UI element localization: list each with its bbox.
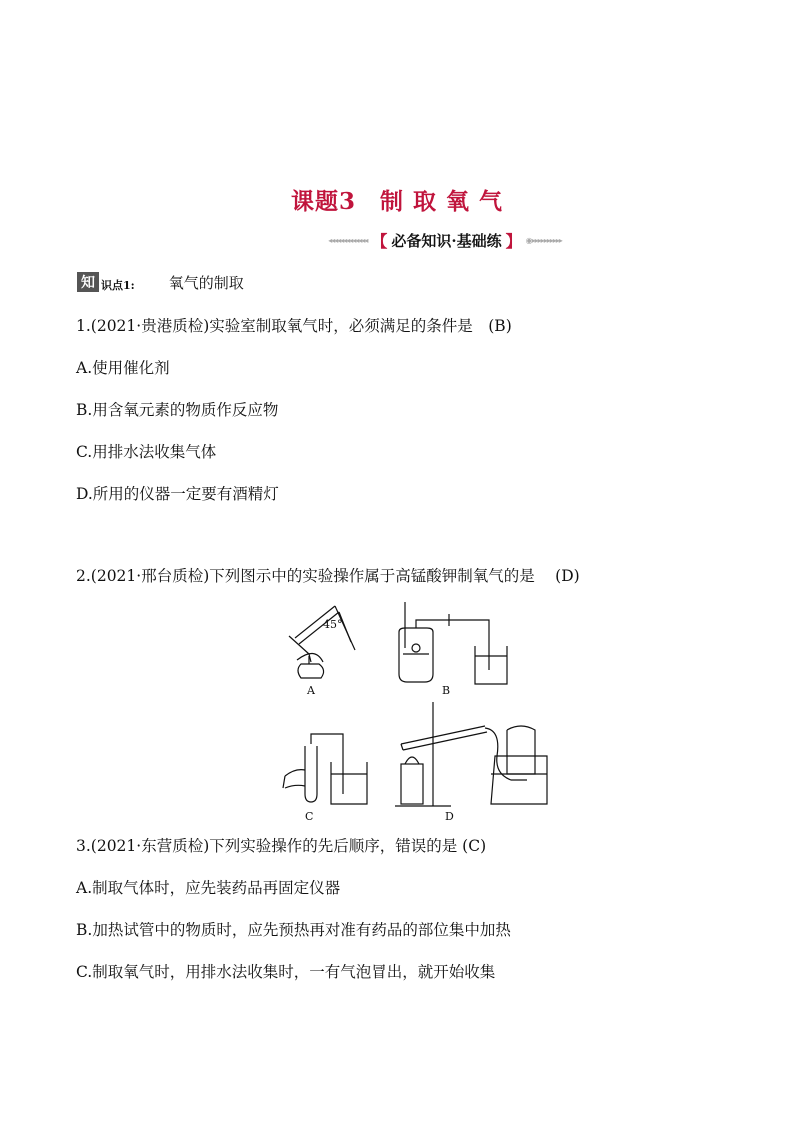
question-1-option-a: A.使用催化剂 [76, 359, 170, 377]
subtitle-text: 必备知识·基础练 [391, 231, 502, 250]
angle-label: 45° [323, 618, 343, 631]
question-1-option-d: D.所用的仪器一定要有酒精灯 [76, 485, 279, 503]
apparatus-a [289, 606, 355, 697]
knowledge-point-heading [77, 270, 244, 294]
subtitle-close-bracket: 】 [505, 231, 522, 251]
question-3-option-b: B.加热试管中的物质时，应先预热再对准有药品的部位集中加热 [76, 921, 511, 939]
apparatus-diagram [275, 598, 675, 823]
section-subtitle [250, 228, 640, 252]
figure-label-b: B [442, 684, 451, 697]
figure-label-a: A [307, 684, 315, 697]
question-2-stem: 2.(2021·邢台质检)下列图示中的实验操作属于高锰酸钾制氧气的是 (D) [76, 567, 580, 585]
apparatus-c [283, 734, 367, 823]
knowledge-point-title: 氧气的制取 [168, 273, 244, 292]
right-dots-decoration: ◉▸▸▸▸▸▸▸▸▸▸ [525, 235, 562, 245]
apparatus-figure [275, 598, 675, 827]
question-1-option-c: C.用排水法收集气体 [76, 443, 217, 461]
question-3-option-a: A.制取气体时，应先装药品再固定仪器 [76, 879, 341, 897]
subtitle-open-bracket: 【 [371, 231, 388, 251]
question-1-stem: 1.(2021·贵港质检)实验室制取氧气时，必须满足的条件是 (B) [76, 317, 512, 335]
apparatus-d [395, 702, 547, 823]
apparatus-b [399, 602, 507, 697]
left-dots-decoration: ◂◂◂◂◂◂◂◂◂◂◂◂◂ [328, 235, 368, 245]
knowledge-point-label: 识点1: [101, 279, 135, 292]
figure-label-d: D [445, 810, 454, 823]
lesson-title: 课题3 制 取 氧 气 [290, 188, 504, 215]
question-3-option-c: C.制取氧气时，用排水法收集时，一有气泡冒出，就开始收集 [76, 963, 496, 981]
question-1-option-b: B.用含氧元素的物质作反应物 [76, 401, 279, 419]
figure-label-c: C [305, 810, 314, 823]
knowledge-badge-icon: 知 [77, 272, 99, 292]
question-3-stem: 3.(2021·东营质检)下列实验操作的先后顺序，错误的是 (C) [76, 837, 487, 855]
